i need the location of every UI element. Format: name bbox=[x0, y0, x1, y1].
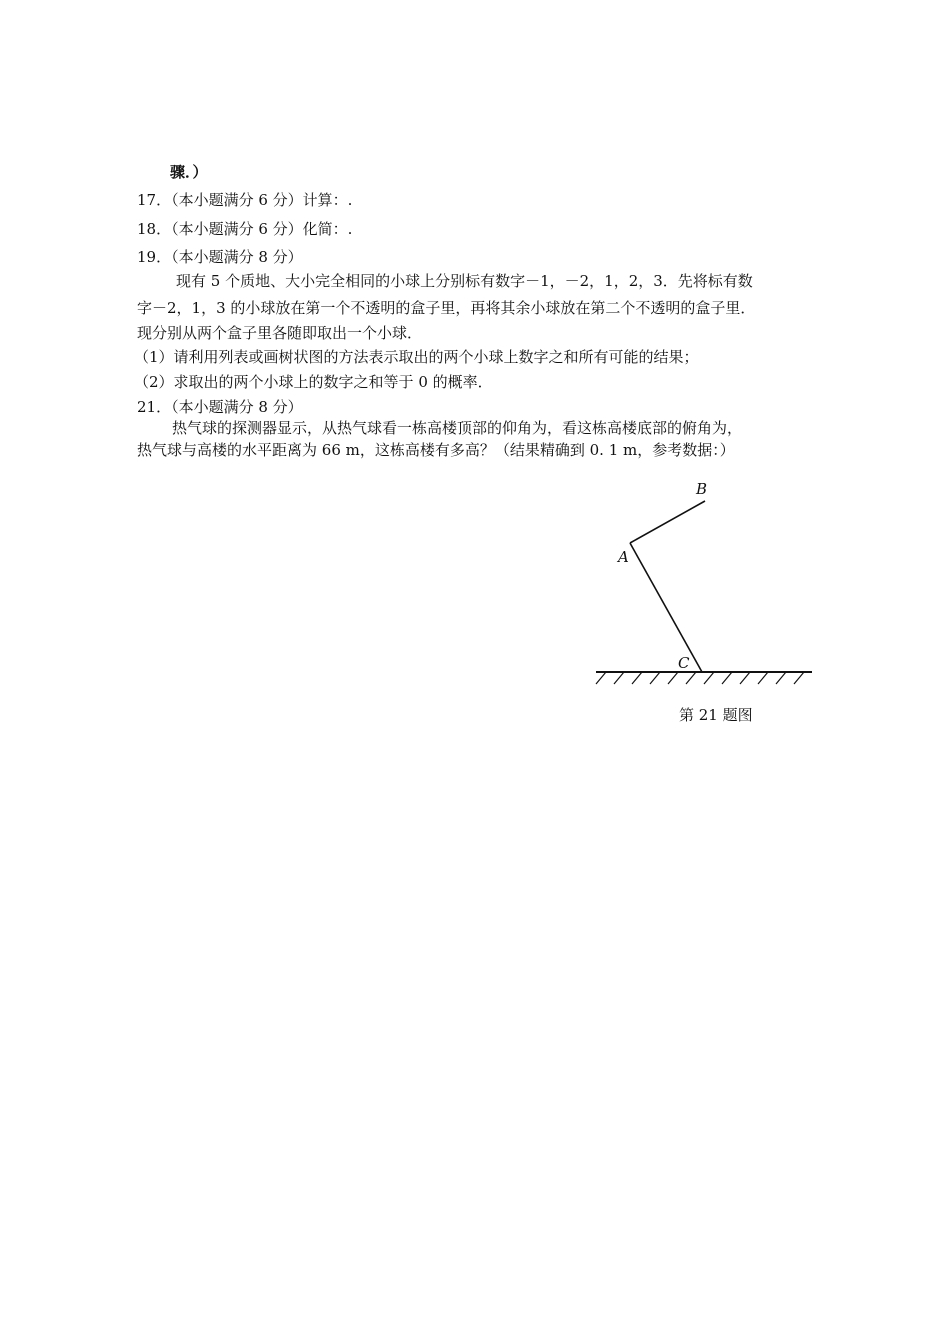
figure-21-svg bbox=[590, 474, 820, 694]
segment-ab bbox=[630, 501, 705, 543]
text-line-step-end: 骤．） bbox=[170, 163, 208, 181]
question-21-header: 21．（本小题满分 8 分） bbox=[137, 398, 303, 416]
label-point-b: B bbox=[696, 480, 708, 498]
segment-ac bbox=[630, 543, 702, 672]
question-17: 17．（本小题满分 6 分）计算：. bbox=[137, 191, 353, 209]
label-point-c: C bbox=[678, 654, 690, 672]
question-21-text-line-2: 热气球与高楼的水平距离为 66 m，这栋高楼有多高？（结果精确到 0. 1 m，参考数据：） bbox=[137, 441, 735, 459]
question-19-text-line-1: 现有 5 个质地、大小完全相同的小球上分别标有数字－1，－2，1，2，3．先将标有数 bbox=[176, 272, 753, 290]
question-19-text-line-3: 现分别从两个盒子里各随即取出一个小球． bbox=[137, 324, 423, 342]
question-19-header: 19．（本小题满分 8 分） bbox=[137, 248, 303, 266]
ground-hatching bbox=[596, 672, 804, 684]
question-18: 18．（本小题满分 6 分）化简：. bbox=[137, 220, 353, 238]
question-19-part-2: （2）求取出的两个小球上的数字之和等于 0 的概率． bbox=[134, 373, 493, 391]
question-19-text-line-2: 字－2，1，3 的小球放在第一个不透明的盒子里，再将其余小球放在第二个不透明的盒子里． bbox=[137, 299, 756, 317]
question-21-text-line-1: 热气球的探测器显示，从热气球看一栋高楼顶部的仰角为，看这栋高楼底部的俯角为， bbox=[172, 419, 743, 437]
figure-21-diagram bbox=[590, 474, 820, 694]
question-19-part-1: （1）请利用列表或画树状图的方法表示取出的两个小球上数字之和所有可能的结果； bbox=[134, 348, 699, 366]
label-point-a: A bbox=[618, 548, 629, 566]
figure-caption: 第 21 题图 bbox=[679, 706, 753, 724]
